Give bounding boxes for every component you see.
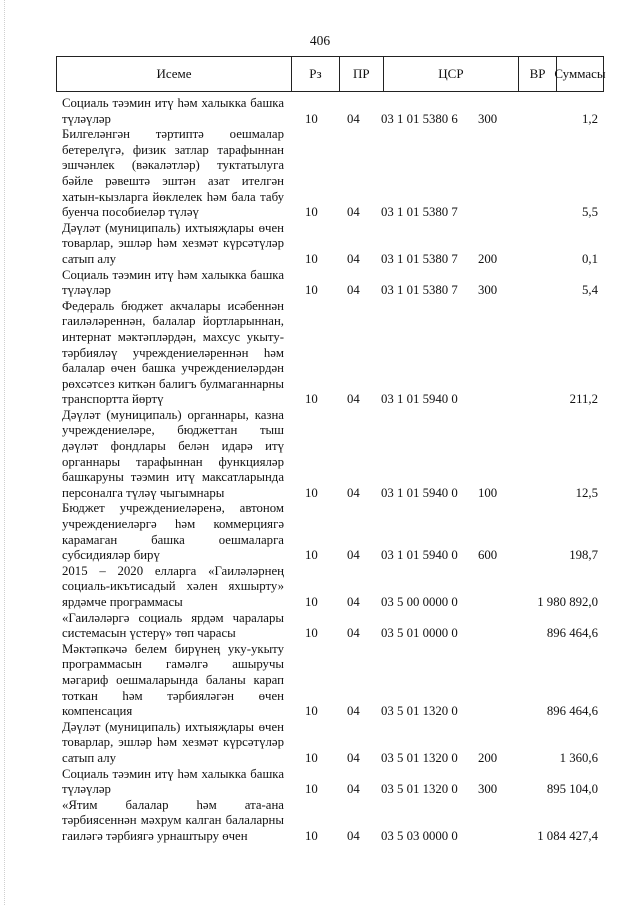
row-pr: 04: [347, 205, 360, 220]
row-csr: 03 5 00 0000 0: [381, 595, 458, 609]
row-name: Дәүләт (муниципаль) органнары, казна учреждениеләре, бюджеттан тыш дәүләт фондлары белән идарә итү органнары тарафыннан функцияләр башкаруны тәэмин итү максатларында персоналга түләү чыгымнары: [62, 407, 284, 500]
row-sum: 1 084 427,4: [537, 828, 598, 843]
row-vr: 200: [478, 750, 498, 765]
row-vr: 100: [478, 485, 498, 500]
row-name: «Гаиләләргә социаль ярдәм чаралары системасын үстерү» төп чарасы: [62, 610, 284, 641]
row-csr: 03 1 01 5380 7: [381, 205, 458, 220]
row-rz: 10: [305, 548, 318, 563]
row-name: Социаль тәэмин итү һәм халыкка башка түләүләр: [62, 766, 284, 797]
row-rz: 10: [305, 750, 318, 765]
row-name: Федераль бюджет акчалары исәбеннән гаиләләреннән, балалар йортларыннан, интернат мәктәпләрдән, махсус укыту-тәрбияләү учреждениеләреннән һәм балалар өчен башка учреждениеләрдән рөхсәтсез киткән балигъ булмаганнарны транспортта йөртү: [62, 298, 284, 407]
table-row: [0, 611, 640, 642]
row-pr: 04: [347, 750, 360, 765]
row-rz: 10: [305, 704, 318, 719]
table-row: [0, 299, 640, 408]
row-csr: 03 1 01 5380 7: [381, 251, 458, 266]
row-sum: 211,2: [569, 392, 598, 407]
row-pr: 04: [347, 704, 360, 719]
row-rz: 10: [305, 595, 318, 609]
row-vr: 200: [478, 251, 498, 266]
row-name: Дәүләт (муниципаль) ихтыяҗлары өчен товарлар, эшләр һәм хезмәт күрсәтүләр сатып алу: [62, 719, 284, 765]
row-rz: 10: [305, 828, 318, 843]
table-row: [0, 720, 640, 767]
table-row: [0, 767, 640, 798]
row-sum: 5,5: [582, 205, 598, 220]
row-pr: 04: [347, 283, 360, 298]
row-vr: 300: [478, 283, 498, 298]
row-csr: 03 1 01 5380 6: [381, 111, 458, 126]
table-body: [0, 96, 640, 845]
row-pr: 04: [347, 392, 360, 407]
row-vr: 300: [478, 111, 498, 126]
row-pr: 04: [347, 251, 360, 266]
row-sum: 896 464,6: [546, 704, 598, 719]
row-pr: 04: [347, 626, 360, 641]
row-name: Дәүләт (муниципаль) ихтыяҗлары өчен товарлар, эшләр һәм хезмәт күрсәтүләр сатып алу: [62, 220, 284, 266]
row-csr: 03 5 01 1320 0: [381, 782, 458, 797]
header-csr: ЦСР: [384, 57, 519, 91]
row-sum: 12,5: [575, 485, 598, 500]
row-name: 2015 – 2020 елларга «Гаиләләрнең социаль-икътисадый хәлен яхшырту» ярдәмче программасы: [62, 563, 284, 609]
row-rz: 10: [305, 485, 318, 500]
header-rz: Рз: [292, 57, 340, 91]
header-pr: ПР: [340, 57, 384, 91]
table-row: [0, 96, 640, 127]
row-csr: 03 1 01 5940 0: [381, 548, 458, 563]
row-sum: 1,2: [582, 111, 598, 126]
row-pr: 04: [347, 485, 360, 500]
row-sum: 198,7: [569, 548, 598, 563]
row-pr: 04: [347, 595, 360, 609]
row-csr: 03 5 01 1320 0: [381, 750, 458, 765]
row-csr: 03 1 01 5380 7: [381, 283, 458, 298]
row-sum: 1 360,6: [559, 750, 598, 765]
row-name: Мәктәпкәчә белем бирүнең уку-укыту программасын гамәлгә ашыручы мәгариф оешмаларында баланы карап тоткан һәм тәрбияләгән өчен компенсация: [62, 641, 284, 719]
row-rz: 10: [305, 626, 318, 641]
row-name: Социаль тәэмин итү һәм халыкка башка түләүләр: [62, 267, 284, 298]
table-row: [0, 564, 640, 611]
row-sum: 895 104,0: [546, 782, 598, 797]
table-row: [0, 408, 640, 502]
row-pr: 04: [347, 548, 360, 563]
header-name: Исеме: [57, 57, 292, 91]
row-vr: 600: [478, 548, 498, 563]
row-rz: 10: [305, 283, 318, 298]
row-sum: 5,4: [582, 283, 598, 298]
table-row: [0, 501, 640, 563]
row-name: Бюджет учреждениеләренә, автоном учреждениеләргә һәм коммерциягә карамаган башка оешмаларга субсидияләр бирү: [62, 501, 284, 563]
row-csr: 03 1 01 5940 0: [381, 392, 458, 407]
row-name: Билгеләнгән тәртиптә оешмалар бетерелүгә, физик затлар тарафыннан эшчәнлек (вәкаләтләр) туктатылуга бәйле рәвештә эштән азат ителгән хатын-кызларга йөклелек һәм бала табу буенча пособиеләр түләү: [62, 127, 284, 220]
row-rz: 10: [305, 392, 318, 407]
page-number: 406: [309, 33, 331, 48]
table-row: [0, 268, 640, 299]
row-sum: 0,1: [582, 251, 598, 266]
table-row: [0, 221, 640, 268]
table-row: [0, 127, 640, 221]
row-csr: 03 1 01 5940 0: [381, 485, 458, 500]
row-rz: 10: [305, 111, 318, 126]
row-name: Социаль тәэмин итү һәм халыкка башка түләүләр: [62, 96, 284, 126]
header-sum: Суммасы: [554, 66, 606, 81]
row-csr: 03 5 03 0000 0: [381, 828, 458, 843]
table-row: [0, 798, 640, 845]
row-rz: 10: [305, 205, 318, 220]
row-rz: 10: [305, 251, 318, 266]
table-header: [56, 56, 604, 92]
row-name: «Ятим балалар һәм ата-ана тәрбиясеннән мәхрум калган балаларны гаиләгә тәрбиягә урнаштыру өчен: [62, 797, 284, 843]
row-csr: 03 5 01 1320 0: [381, 704, 458, 719]
row-pr: 04: [347, 111, 360, 126]
row-sum: 896 464,6: [546, 626, 598, 641]
row-rz: 10: [305, 782, 318, 797]
row-sum: 1 980 892,0: [537, 595, 598, 609]
header-vr: ВР: [519, 57, 557, 91]
table-row: [0, 642, 640, 720]
row-vr: 300: [478, 782, 498, 797]
row-csr: 03 5 01 0000 0: [381, 626, 458, 641]
row-pr: 04: [347, 782, 360, 797]
row-pr: 04: [347, 828, 360, 843]
